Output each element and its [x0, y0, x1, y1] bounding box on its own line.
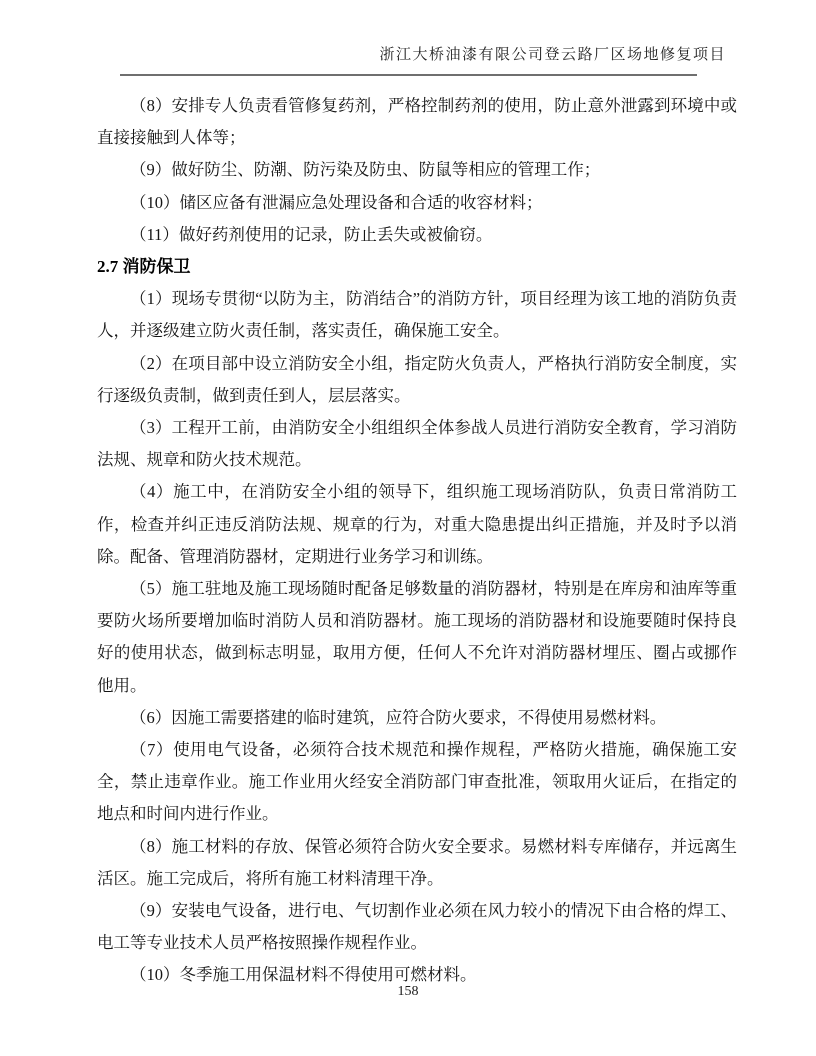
- paragraph-label: （10）: [130, 192, 180, 212]
- paragraph: [97, 219, 737, 251]
- paragraph: [97, 573, 737, 702]
- paragraph-text: 安排专人负责看管修复药剂，严格控制药剂的使用，防止意外泄露到环境中或直接接触到人体等；: [97, 96, 738, 148]
- paragraph-text: 施工中，在消防安全小组的领导下，组织施工现场消防队，负责日常消防工作，检查并纠正违反消防法规、规章的行为，对重大隐患提出纠正措施，并及时予以消除。配备、管理消防器材，定期进行业务学习和训练。: [97, 482, 738, 566]
- paragraph: [97, 831, 737, 895]
- paragraph: [97, 187, 737, 219]
- paragraph-text: 工程开工前，由消防安全小组组织全体参战人员进行消防安全教育，学习消防法规、规章和防火技术规范。: [97, 418, 738, 470]
- paragraph-label: （4）: [130, 482, 174, 502]
- paragraph-text: 储区应备有泄漏应急处理设备和合适的收容材料；: [179, 192, 543, 212]
- paragraph-label: （1）: [130, 289, 172, 309]
- paragraph-label: （8）: [130, 96, 172, 115]
- paragraph-label: （7）: [130, 740, 174, 760]
- paragraph-text: 现场专贯彻“以防为主，防消结合”的消防方针，项目经理为该工地的消防负责人，并逐级建立防火责任制，落实责任，确保施工安全。: [97, 289, 738, 341]
- paragraph-label: （9）: [130, 160, 172, 180]
- paragraph-text: 因施工需要搭建的临时建筑，应符合防火要求，不得使用易燃材料。: [171, 707, 667, 727]
- paragraph-label: （3）: [130, 418, 172, 438]
- paragraph-label: （11）: [130, 224, 179, 244]
- paragraph: [97, 348, 737, 412]
- paragraph: [97, 412, 737, 476]
- paragraph-label: （10）: [130, 965, 180, 985]
- header-rule: [120, 74, 697, 76]
- document-body: [97, 90, 737, 992]
- paragraph-label: （5）: [130, 579, 172, 599]
- paragraph-text: 施工材料的存放、保管必须符合防火安全要求。易燃材料专库储存，并远离生活区。施工完成后，将所有施工材料清理干净。: [97, 836, 738, 888]
- page-number: 158: [397, 984, 419, 999]
- paragraph: [97, 283, 737, 347]
- paragraph: [97, 90, 737, 154]
- paragraph: [97, 734, 737, 831]
- paragraph: [97, 895, 737, 959]
- header-title: 浙江大桥油漆有限公司登云路厂区场地修复项目: [379, 47, 726, 63]
- paragraph-text: 安装电气设备，进行电、气切割作业必须在风力较小的情况下由合格的焊工、电工等专业技术人员严格按照操作规程作业。: [97, 901, 738, 953]
- paragraph-text: 在项目部中设立消防安全小组，指定防火负责人，严格执行消防安全制度，实行逐级负责制，做到责任到人，层层落实。: [97, 353, 738, 405]
- paragraph-text: 做好防尘、防潮、防污染及防虫、防鼠等相应的管理工作；: [171, 160, 601, 180]
- section-heading: 2.7 消防保卫: [97, 257, 191, 277]
- paragraph-label: （2）: [130, 353, 172, 373]
- paragraph: [97, 702, 737, 734]
- paragraph-label: （9）: [130, 901, 172, 921]
- paragraph-text: 冬季施工用保温材料不得使用可燃材料。: [179, 965, 477, 985]
- paragraph-text: 使用电气设备，必须符合技术规范和操作规程，严格防火措施，确保施工安全，禁止违章作业。施工作业用火经安全消防部门审查批准，领取用火证后，在指定的地点和时间内进行作业。: [97, 740, 738, 824]
- paragraph-label: （6）: [130, 707, 172, 727]
- paragraph-text: 做好药剂使用的记录，防止丢失或被偷窃。: [178, 224, 493, 244]
- paragraph-text: 施工驻地及施工现场随时配备足够数量的消防器材，特别是在库房和油库等重要防火场所要增加临时消防人员和消防器材。施工现场的消防器材和设施要随时保持良好的使用状态，做到标志明显，取用方便，任何人不允许对消防器材埋压、圈占或挪作他用。: [97, 579, 738, 695]
- paragraph-label: （8）: [130, 836, 172, 856]
- paragraph: [97, 476, 737, 573]
- page-header: [0, 0, 816, 76]
- paragraph: [97, 154, 737, 186]
